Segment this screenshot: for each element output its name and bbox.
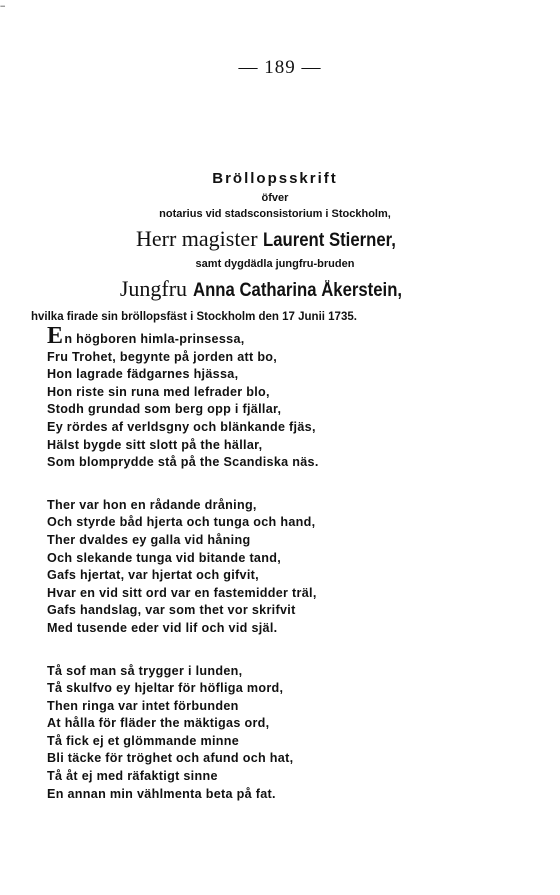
poem-line: Gafs hjertat, var hjertat och gifvit, [47, 568, 259, 583]
poem-title: Bröllopsskrift [212, 170, 338, 187]
poem-line: Och styrde båd hjerta och tunga och hand, [47, 515, 316, 530]
bride-line [40, 274, 510, 306]
page-number: — 189 — [238, 57, 322, 78]
first-line-text: n högboren himla-prinsessa, [64, 332, 245, 346]
stanza-3 [47, 663, 517, 804]
groom-name: Laurent Stierner, [263, 230, 396, 251]
groom-prefix: Herr magister [135, 226, 258, 251]
poem-line: Fru Trohet, begynte på jorden att bo, [47, 349, 278, 364]
poem-line: Ther var hon en rådande dråning, [47, 497, 257, 512]
poem-line: Hon riste sin runa med lefrader blo, [47, 384, 270, 399]
header-connector: samt dygdädla jungfru-bruden [195, 258, 355, 270]
poem-line: Tå åt ej med räfaktigt sinne [47, 769, 218, 784]
poem-line: Then ringa var intet förbunden [47, 698, 239, 713]
poem-line: Hälst bygde sitt slott på the hällar, [47, 437, 263, 452]
corner-mark: − [0, 2, 6, 12]
poem-line: En annan min vählmenta beta på fat. [47, 786, 276, 801]
poem-line: Stodh grundad som berg opp i fjällar, [47, 402, 282, 417]
poem-line: Med tusende eder vid lif och vid själ. [47, 620, 278, 635]
header-occasion: hvilka firade sin bröllopsfäst i Stockholm den 17 Junii 1735. [31, 311, 357, 323]
poem-body [47, 323, 517, 803]
poem-line: At hålla för fläder the mäktigas ord, [47, 716, 270, 731]
poem-line [47, 323, 517, 349]
bride-name: Anna Catharina Åkerstein, [192, 280, 402, 301]
poem-line: Som blomprydde stå på the Scandiska näs. [47, 455, 319, 470]
poem-line: Gafs handslag, var som thet vor skrifvit [47, 603, 296, 618]
poem-line: Ey rördes af verldsgny och blänkande fjäs, [47, 419, 316, 434]
stanza-1 [47, 323, 517, 472]
poem-line: Tå skulfvo ey hjeltar för höfliga mord, [47, 681, 284, 696]
poem-line: Tå sof man så trygger i lunden, [47, 663, 243, 678]
poem-line: Och slekande tunga vid bitande tand, [47, 550, 282, 565]
poem-line: Tå fick ej et glömmande minne [47, 733, 240, 748]
poem-line: Ther dvaldes ey galla vid håning [47, 532, 251, 547]
poem-line: Hvar en vid sitt ord var en fastemidder träl, [47, 585, 317, 600]
header-to: öfver [261, 192, 289, 204]
groom-line [40, 224, 510, 256]
dropcap: E [47, 323, 64, 349]
bride-prefix: Jungfru [119, 276, 188, 301]
poem-line: Bli täcke för tröghet och afund och hat, [47, 751, 294, 766]
poem-line: Hon lagrade fädgarnes hjässa, [47, 367, 239, 382]
poem-header [31, 168, 510, 326]
header-office: notarius vid stadsconsistorium i Stockholm, [159, 208, 391, 220]
stanza-2 [47, 497, 517, 638]
